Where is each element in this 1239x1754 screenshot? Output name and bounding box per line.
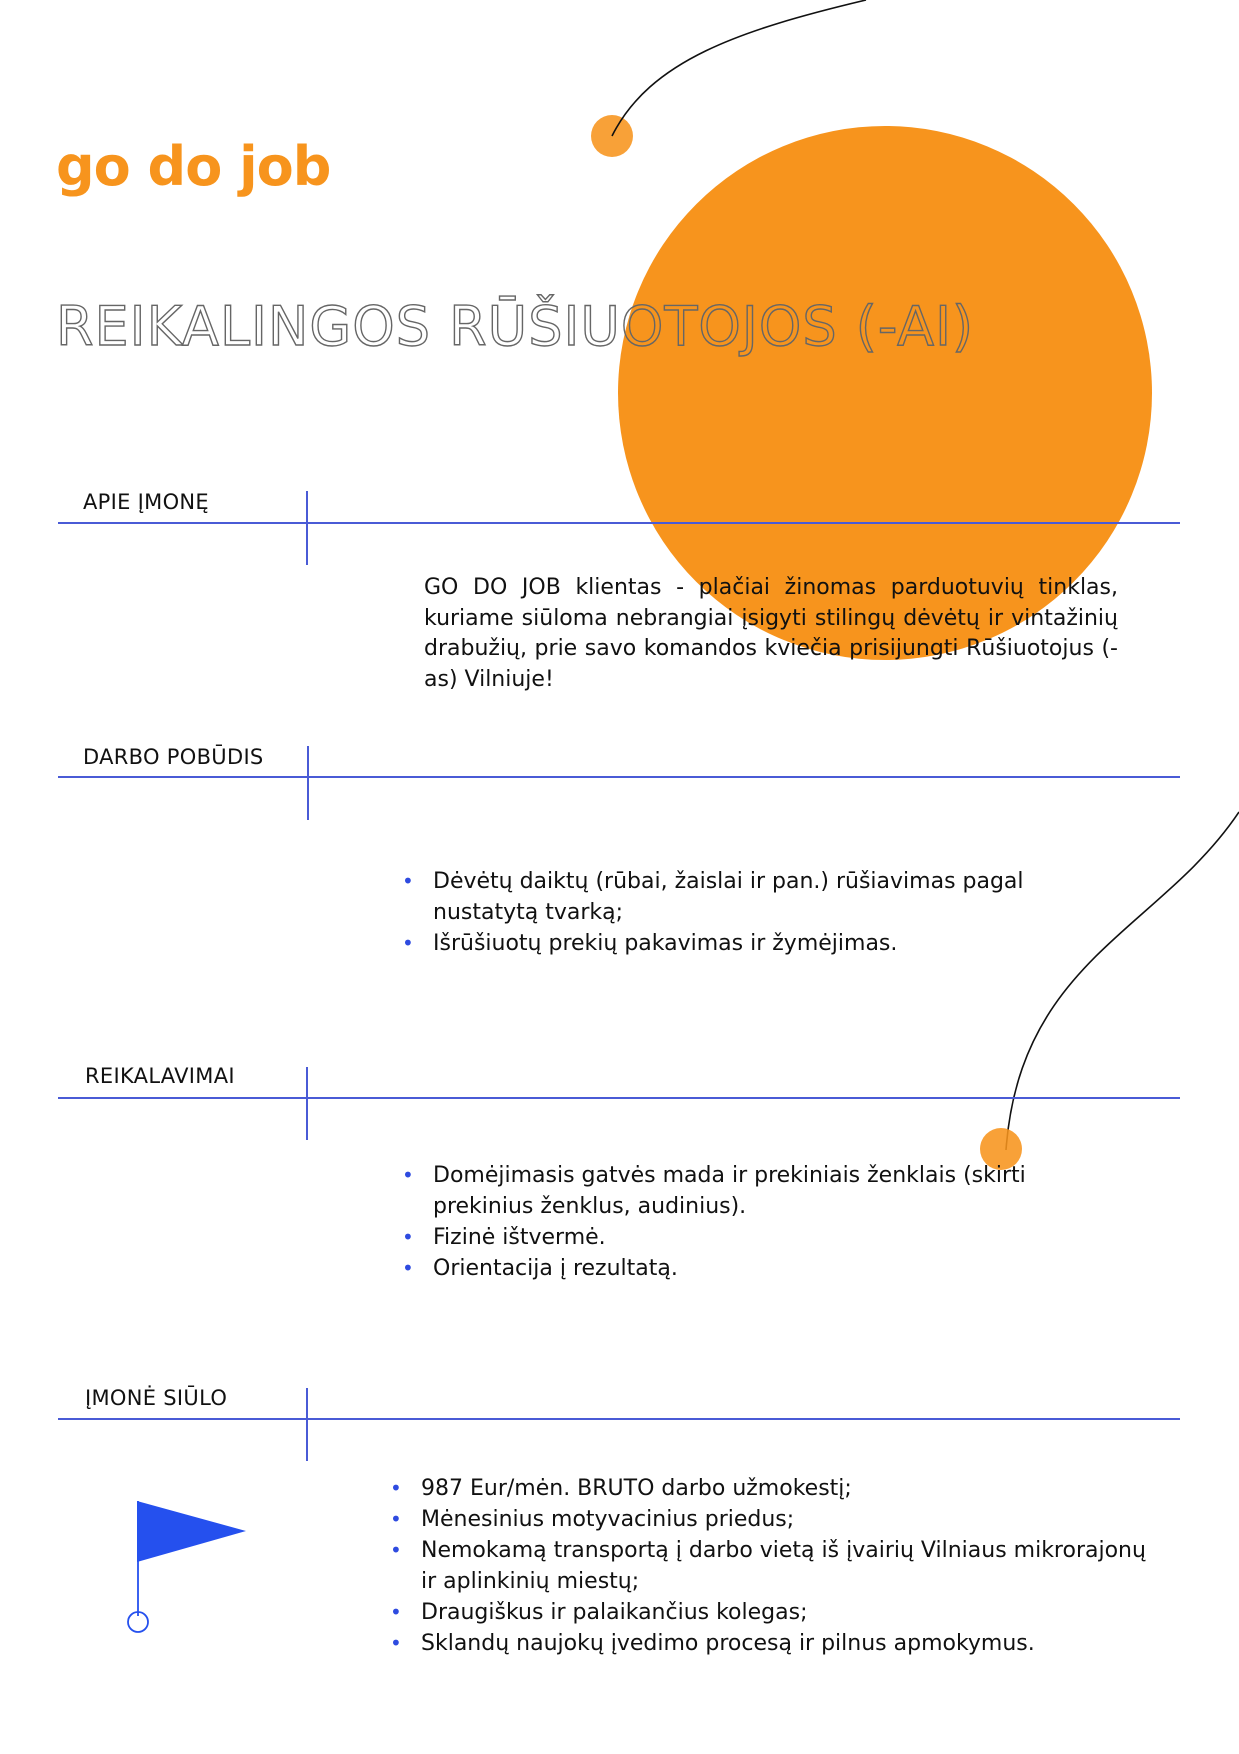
offer-list bbox=[390, 1473, 1160, 1659]
section-divider-work bbox=[58, 776, 1180, 778]
section-marker-offer bbox=[306, 1388, 308, 1461]
flag-icon bbox=[120, 1498, 250, 1638]
section-divider-offer bbox=[58, 1418, 1180, 1420]
about-paragraph: GO DO JOB klientas - plačiai žinomas parduotuvių tinklas, kuriame siūloma nebrangiai įsigyti stilingų dėvėtų ir vintažinių drabužių, prie savo komandos kviečia prisijungti Rūšiuotojus (-as) Vilniuje! bbox=[424, 575, 1118, 692]
section-marker-work bbox=[307, 746, 309, 820]
list-item: • Nemokamą transportą į darbo vietą iš įvairių Vilniaus mikrorajonų ir aplinkinių miestų; bbox=[390, 1535, 1160, 1597]
section-title-about: APIE ĮMONĘ bbox=[83, 490, 209, 514]
section-title-work: DARBO POBŪDIS bbox=[83, 745, 264, 769]
list-item: • Mėnesinius motyvacinius priedus; bbox=[390, 1504, 1160, 1535]
section-divider-requirements bbox=[58, 1097, 1180, 1099]
list-item: • Draugiškus ir palaikančius kolegas; bbox=[390, 1597, 1160, 1628]
work-list bbox=[402, 866, 1122, 959]
section-title-offer: ĮMONĖ SIŪLO bbox=[85, 1386, 228, 1410]
section-divider-about bbox=[58, 522, 1180, 524]
list-item: • Orientacija į rezultatą. bbox=[402, 1253, 1122, 1284]
requirements-list bbox=[402, 1160, 1122, 1284]
list-item: • 987 Eur/mėn. BRUTO darbo užmokestį; bbox=[390, 1473, 1160, 1504]
page-title: REIKALINGOS RŪŠIUOTOJOS (-AI) bbox=[56, 295, 975, 358]
section-title-requirements: REIKALAVIMAI bbox=[85, 1064, 235, 1088]
section-marker-requirements bbox=[306, 1067, 308, 1140]
list-item: • Dėvėtų daiktų (rūbai, žaislai ir pan.) rūšiavimas pagal nustatytą tvarką; bbox=[402, 866, 1122, 928]
list-item: • Domėjimasis gatvės mada ir prekiniais ženklais (skirti prekinius ženklus, audinius). bbox=[402, 1160, 1122, 1222]
list-item: • Fizinė ištvermė. bbox=[402, 1222, 1122, 1253]
list-item: • Išrūšiuotų prekių pakavimas ir žymėjimas. bbox=[402, 928, 1122, 959]
list-item: • Sklandų naujokų įvedimo procesą ir pilnus apmokymus. bbox=[390, 1628, 1160, 1659]
section-marker-about bbox=[306, 491, 308, 565]
company-logo: go do job bbox=[56, 135, 331, 198]
